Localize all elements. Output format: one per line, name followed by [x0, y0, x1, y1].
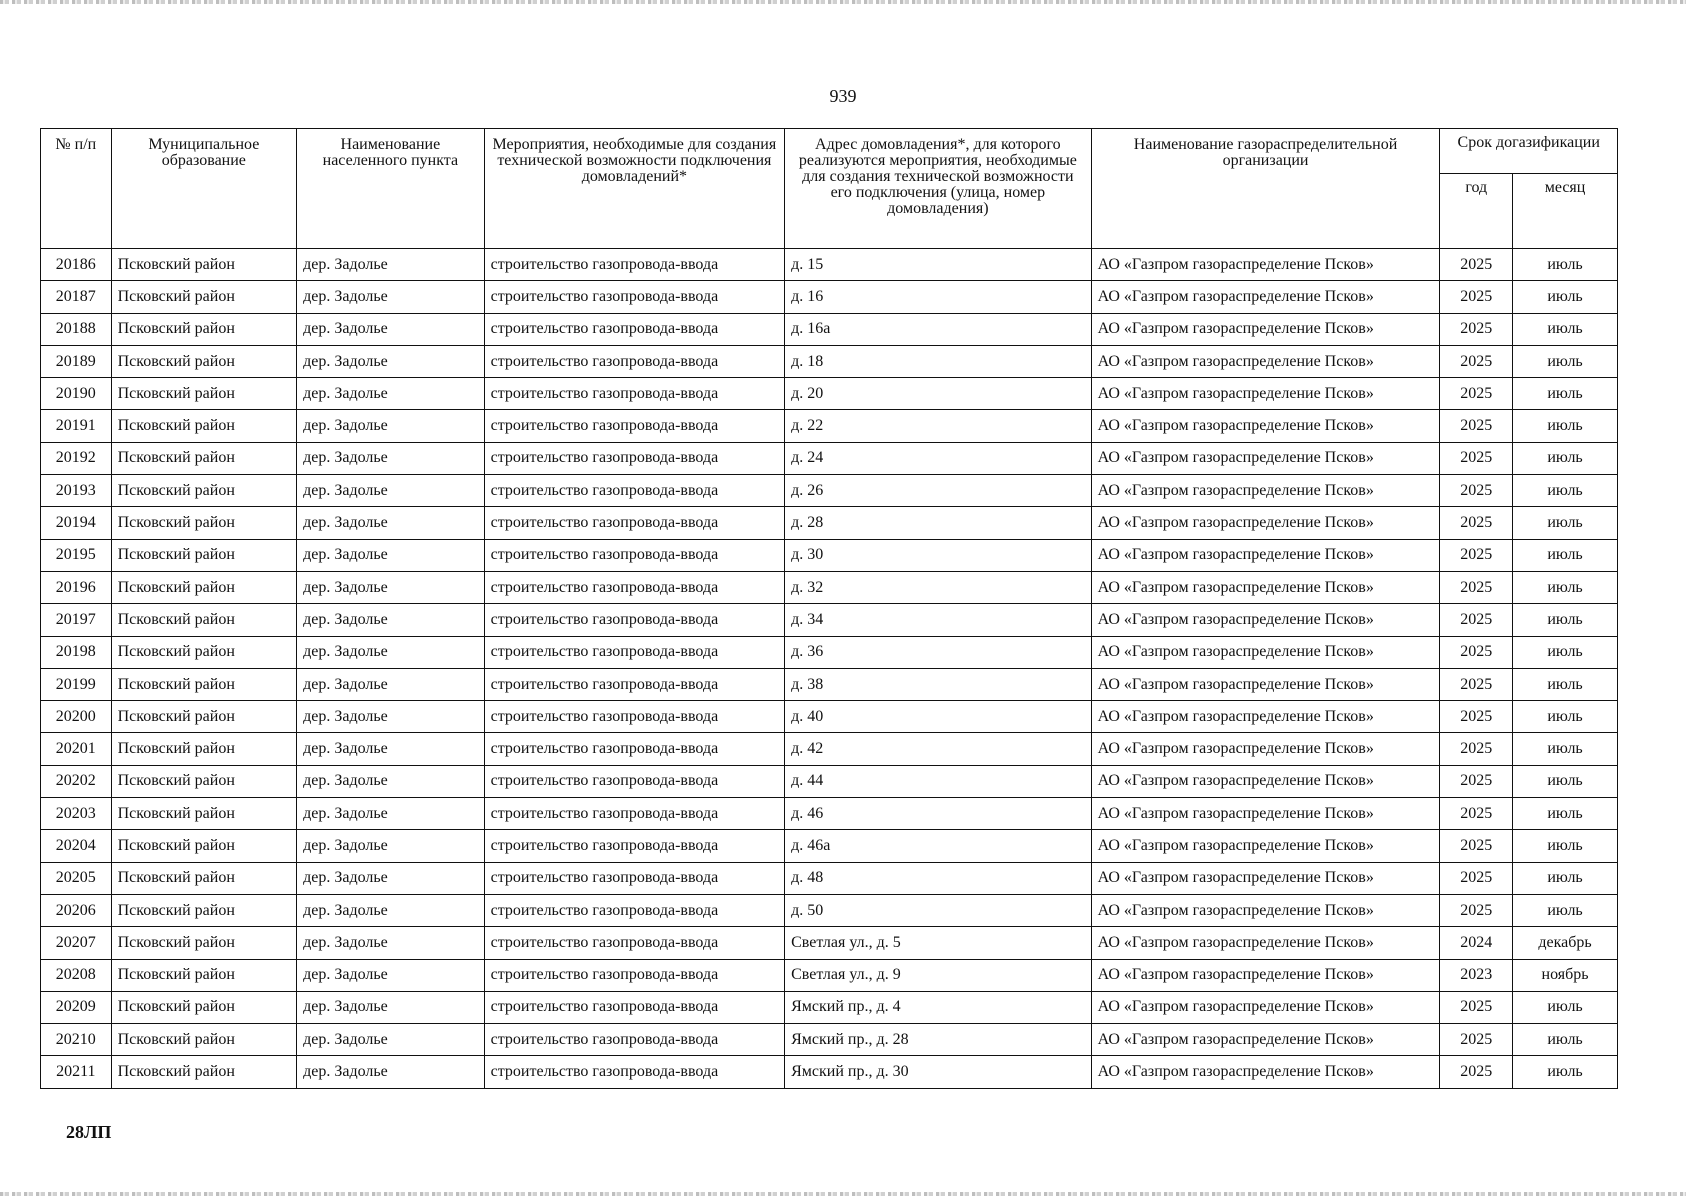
cell-number: 20193 [41, 475, 112, 507]
cell-locality: дер. Задолье [297, 733, 485, 765]
cell-locality: дер. Задолье [297, 442, 485, 474]
cell-month: июль [1513, 862, 1618, 894]
cell-year: 2025 [1440, 1056, 1513, 1088]
cell-locality: дер. Задолье [297, 410, 485, 442]
cell-locality: дер. Задолье [297, 894, 485, 926]
cell-locality: дер. Задолье [297, 830, 485, 862]
cell-activity: строительство газопровода-ввода [484, 1024, 784, 1056]
table-row [41, 733, 1618, 765]
cell-address: д. 30 [785, 539, 1092, 571]
cell-activity: строительство газопровода-ввода [484, 991, 784, 1023]
cell-address: д. 16 [785, 281, 1092, 313]
cell-year: 2024 [1440, 927, 1513, 959]
cell-number: 20188 [41, 313, 112, 345]
cell-year: 2025 [1440, 345, 1513, 377]
cell-locality: дер. Задолье [297, 636, 485, 668]
cell-organization: АО «Газпром газораспределение Псков» [1091, 733, 1440, 765]
cell-organization: АО «Газпром газораспределение Псков» [1091, 313, 1440, 345]
header-activities: Мероприятия, необходимые для создания технической возможности подключения домовладений* [484, 129, 784, 249]
cell-municipality: Псковский район [111, 830, 297, 862]
cell-organization: АО «Газпром газораспределение Псков» [1091, 830, 1440, 862]
cell-number: 20198 [41, 636, 112, 668]
cell-municipality: Псковский район [111, 991, 297, 1023]
table-header [41, 129, 1618, 249]
cell-organization: АО «Газпром газораспределение Псков» [1091, 991, 1440, 1023]
cell-number: 20202 [41, 765, 112, 797]
cell-year: 2025 [1440, 378, 1513, 410]
cell-municipality: Псковский район [111, 701, 297, 733]
cell-municipality: Псковский район [111, 668, 297, 700]
cell-locality: дер. Задолье [297, 862, 485, 894]
table-row [41, 410, 1618, 442]
table-row [41, 894, 1618, 926]
cell-number: 20194 [41, 507, 112, 539]
cell-month: июль [1513, 539, 1618, 571]
cell-municipality: Псковский район [111, 894, 297, 926]
cell-locality: дер. Задолье [297, 765, 485, 797]
cell-activity: строительство газопровода-ввода [484, 1056, 784, 1088]
table-row [41, 345, 1618, 377]
cell-number: 20195 [41, 539, 112, 571]
table-row [41, 765, 1618, 797]
cell-activity: строительство газопровода-ввода [484, 378, 784, 410]
cell-organization: АО «Газпром газораспределение Псков» [1091, 475, 1440, 507]
cell-organization: АО «Газпром газораспределение Псков» [1091, 959, 1440, 991]
cell-municipality: Псковский район [111, 539, 297, 571]
header-year: год [1440, 174, 1513, 249]
cell-year: 2025 [1440, 894, 1513, 926]
cell-municipality: Псковский район [111, 604, 297, 636]
cell-address: д. 40 [785, 701, 1092, 733]
cell-organization: АО «Газпром газораспределение Псков» [1091, 1056, 1440, 1088]
table-row [41, 281, 1618, 313]
cell-month: июль [1513, 1056, 1618, 1088]
cell-locality: дер. Задолье [297, 378, 485, 410]
cell-organization: АО «Газпром газораспределение Псков» [1091, 539, 1440, 571]
cell-activity: строительство газопровода-ввода [484, 345, 784, 377]
cell-address: д. 15 [785, 249, 1092, 281]
cell-locality: дер. Задолье [297, 604, 485, 636]
header-term: Срок догазификации [1440, 129, 1618, 174]
cell-month: июль [1513, 733, 1618, 765]
cell-number: 20189 [41, 345, 112, 377]
cell-municipality: Псковский район [111, 798, 297, 830]
cell-year: 2025 [1440, 991, 1513, 1023]
cell-number: 20200 [41, 701, 112, 733]
cell-number: 20210 [41, 1024, 112, 1056]
cell-month: июль [1513, 636, 1618, 668]
cell-year: 2025 [1440, 668, 1513, 700]
cell-municipality: Псковский район [111, 345, 297, 377]
cell-organization: АО «Газпром газораспределение Псков» [1091, 442, 1440, 474]
cell-activity: строительство газопровода-ввода [484, 636, 784, 668]
cell-address: д. 48 [785, 862, 1092, 894]
table-row [41, 604, 1618, 636]
cell-month: июль [1513, 410, 1618, 442]
cell-number: 20192 [41, 442, 112, 474]
cell-year: 2025 [1440, 798, 1513, 830]
cell-number: 20186 [41, 249, 112, 281]
page-number: 939 [829, 86, 857, 106]
table-row [41, 507, 1618, 539]
cell-year: 2025 [1440, 604, 1513, 636]
cell-locality: дер. Задолье [297, 1056, 485, 1088]
table-row [41, 249, 1618, 281]
cell-address: д. 50 [785, 894, 1092, 926]
cell-month: июль [1513, 991, 1618, 1023]
cell-municipality: Псковский район [111, 249, 297, 281]
table-row [41, 798, 1618, 830]
cell-month: июль [1513, 765, 1618, 797]
cell-number: 20205 [41, 862, 112, 894]
cell-organization: АО «Газпром газораспределение Псков» [1091, 571, 1440, 603]
table-row [41, 927, 1618, 959]
scan-edge-bottom [0, 1192, 1686, 1196]
cell-month: июль [1513, 313, 1618, 345]
cell-organization: АО «Газпром газораспределение Псков» [1091, 894, 1440, 926]
cell-number: 20190 [41, 378, 112, 410]
table-row [41, 539, 1618, 571]
cell-activity: строительство газопровода-ввода [484, 927, 784, 959]
cell-municipality: Псковский район [111, 1056, 297, 1088]
cell-address: д. 32 [785, 571, 1092, 603]
cell-organization: АО «Газпром газораспределение Псков» [1091, 701, 1440, 733]
table-row [41, 701, 1618, 733]
cell-locality: дер. Задолье [297, 668, 485, 700]
cell-organization: АО «Газпром газораспределение Псков» [1091, 378, 1440, 410]
table-row [41, 1056, 1618, 1088]
cell-municipality: Псковский район [111, 378, 297, 410]
cell-year: 2023 [1440, 959, 1513, 991]
cell-address: д. 38 [785, 668, 1092, 700]
table-row [41, 668, 1618, 700]
cell-activity: строительство газопровода-ввода [484, 539, 784, 571]
table-row [41, 378, 1618, 410]
cell-address: Ямский пр., д. 30 [785, 1056, 1092, 1088]
cell-number: 20208 [41, 959, 112, 991]
cell-month: ноябрь [1513, 959, 1618, 991]
cell-year: 2025 [1440, 830, 1513, 862]
cell-locality: дер. Задолье [297, 959, 485, 991]
cell-activity: строительство газопровода-ввода [484, 507, 784, 539]
cell-municipality: Псковский район [111, 862, 297, 894]
cell-number: 20207 [41, 927, 112, 959]
cell-year: 2025 [1440, 1024, 1513, 1056]
cell-organization: АО «Газпром газораспределение Псков» [1091, 507, 1440, 539]
table-row [41, 959, 1618, 991]
cell-locality: дер. Задолье [297, 345, 485, 377]
cell-activity: строительство газопровода-ввода [484, 571, 784, 603]
cell-number: 20201 [41, 733, 112, 765]
cell-address: д. 22 [785, 410, 1092, 442]
cell-month: июль [1513, 701, 1618, 733]
cell-municipality: Псковский район [111, 959, 297, 991]
cell-month: июль [1513, 345, 1618, 377]
cell-number: 20206 [41, 894, 112, 926]
cell-address: Ямский пр., д. 4 [785, 991, 1092, 1023]
cell-activity: строительство газопровода-ввода [484, 765, 784, 797]
cell-month: июль [1513, 249, 1618, 281]
cell-address: Светлая ул., д. 9 [785, 959, 1092, 991]
cell-number: 20199 [41, 668, 112, 700]
cell-year: 2025 [1440, 313, 1513, 345]
cell-activity: строительство газопровода-ввода [484, 733, 784, 765]
cell-month: июль [1513, 798, 1618, 830]
cell-organization: АО «Газпром газораспределение Псков» [1091, 604, 1440, 636]
cell-activity: строительство газопровода-ввода [484, 442, 784, 474]
cell-year: 2025 [1440, 862, 1513, 894]
cell-month: июль [1513, 281, 1618, 313]
cell-year: 2025 [1440, 442, 1513, 474]
cell-activity: строительство газопровода-ввода [484, 281, 784, 313]
header-address: Адрес домовладения*, для которого реализуются мероприятия, необходимые для создания технической возможности его подключения (улица, номер домовладения) [785, 129, 1092, 249]
cell-month: июль [1513, 604, 1618, 636]
cell-locality: дер. Задолье [297, 475, 485, 507]
cell-number: 20187 [41, 281, 112, 313]
cell-activity: строительство газопровода-ввода [484, 249, 784, 281]
cell-organization: АО «Газпром газораспределение Псков» [1091, 927, 1440, 959]
header-organization: Наименование газораспределительной организации [1091, 129, 1440, 249]
cell-year: 2025 [1440, 765, 1513, 797]
table-row [41, 991, 1618, 1023]
footer-code: 28ЛП [66, 1122, 112, 1142]
cell-municipality: Псковский район [111, 636, 297, 668]
cell-month: июль [1513, 571, 1618, 603]
table-row [41, 571, 1618, 603]
cell-activity: строительство газопровода-ввода [484, 798, 784, 830]
cell-number: 20203 [41, 798, 112, 830]
cell-municipality: Псковский район [111, 733, 297, 765]
gasification-table [40, 128, 1618, 1089]
cell-number: 20204 [41, 830, 112, 862]
cell-municipality: Псковский район [111, 475, 297, 507]
cell-locality: дер. Задолье [297, 249, 485, 281]
cell-address: д. 34 [785, 604, 1092, 636]
cell-activity: строительство газопровода-ввода [484, 701, 784, 733]
cell-locality: дер. Задолье [297, 927, 485, 959]
cell-address: д. 20 [785, 378, 1092, 410]
cell-month: июль [1513, 894, 1618, 926]
cell-organization: АО «Газпром газораспределение Псков» [1091, 249, 1440, 281]
table-row [41, 475, 1618, 507]
cell-address: д. 16а [785, 313, 1092, 345]
cell-year: 2025 [1440, 249, 1513, 281]
cell-municipality: Псковский район [111, 313, 297, 345]
cell-year: 2025 [1440, 571, 1513, 603]
cell-address: д. 44 [785, 765, 1092, 797]
table-row [41, 830, 1618, 862]
cell-locality: дер. Задолье [297, 539, 485, 571]
cell-activity: строительство газопровода-ввода [484, 894, 784, 926]
cell-address: д. 28 [785, 507, 1092, 539]
cell-month: декабрь [1513, 927, 1618, 959]
table-row [41, 442, 1618, 474]
cell-locality: дер. Задолье [297, 701, 485, 733]
cell-year: 2025 [1440, 281, 1513, 313]
cell-organization: АО «Газпром газораспределение Псков» [1091, 798, 1440, 830]
cell-organization: АО «Газпром газораспределение Псков» [1091, 281, 1440, 313]
cell-activity: строительство газопровода-ввода [484, 475, 784, 507]
cell-organization: АО «Газпром газораспределение Псков» [1091, 862, 1440, 894]
header-municipality: Муниципальное образование [111, 129, 297, 249]
cell-address: д. 36 [785, 636, 1092, 668]
cell-address: д. 46а [785, 830, 1092, 862]
cell-municipality: Псковский район [111, 442, 297, 474]
cell-month: июль [1513, 442, 1618, 474]
cell-month: июль [1513, 475, 1618, 507]
cell-municipality: Псковский район [111, 1024, 297, 1056]
cell-address: д. 24 [785, 442, 1092, 474]
cell-organization: АО «Газпром газораспределение Псков» [1091, 765, 1440, 797]
cell-year: 2025 [1440, 539, 1513, 571]
cell-locality: дер. Задолье [297, 798, 485, 830]
table-row [41, 1024, 1618, 1056]
cell-number: 20191 [41, 410, 112, 442]
cell-locality: дер. Задолье [297, 991, 485, 1023]
table-row [41, 313, 1618, 345]
cell-locality: дер. Задолье [297, 313, 485, 345]
cell-number: 20211 [41, 1056, 112, 1088]
cell-year: 2025 [1440, 410, 1513, 442]
cell-month: июль [1513, 1024, 1618, 1056]
cell-address: Светлая ул., д. 5 [785, 927, 1092, 959]
cell-month: июль [1513, 507, 1618, 539]
cell-municipality: Псковский район [111, 410, 297, 442]
cell-municipality: Псковский район [111, 927, 297, 959]
header-num: № п/п [41, 129, 112, 249]
cell-locality: дер. Задолье [297, 281, 485, 313]
cell-address: д. 46 [785, 798, 1092, 830]
cell-activity: строительство газопровода-ввода [484, 668, 784, 700]
cell-year: 2025 [1440, 475, 1513, 507]
cell-activity: строительство газопровода-ввода [484, 604, 784, 636]
cell-activity: строительство газопровода-ввода [484, 959, 784, 991]
cell-locality: дер. Задолье [297, 1024, 485, 1056]
cell-municipality: Псковский район [111, 507, 297, 539]
cell-number: 20209 [41, 991, 112, 1023]
table-row [41, 636, 1618, 668]
cell-year: 2025 [1440, 507, 1513, 539]
header-month: месяц [1513, 174, 1618, 249]
cell-locality: дер. Задолье [297, 571, 485, 603]
cell-organization: АО «Газпром газораспределение Псков» [1091, 636, 1440, 668]
cell-number: 20196 [41, 571, 112, 603]
cell-address: д. 42 [785, 733, 1092, 765]
cell-address: д. 26 [785, 475, 1092, 507]
cell-year: 2025 [1440, 701, 1513, 733]
cell-municipality: Псковский район [111, 571, 297, 603]
cell-activity: строительство газопровода-ввода [484, 410, 784, 442]
cell-activity: строительство газопровода-ввода [484, 862, 784, 894]
cell-organization: АО «Газпром газораспределение Псков» [1091, 345, 1440, 377]
cell-number: 20197 [41, 604, 112, 636]
cell-address: д. 18 [785, 345, 1092, 377]
cell-organization: АО «Газпром газораспределение Псков» [1091, 410, 1440, 442]
scan-edge-top [0, 0, 1686, 4]
table-row [41, 862, 1618, 894]
cell-year: 2025 [1440, 733, 1513, 765]
cell-month: июль [1513, 668, 1618, 700]
cell-organization: АО «Газпром газораспределение Псков» [1091, 668, 1440, 700]
cell-month: июль [1513, 378, 1618, 410]
cell-address: Ямский пр., д. 28 [785, 1024, 1092, 1056]
table-body [41, 249, 1618, 1089]
cell-municipality: Псковский район [111, 281, 297, 313]
cell-month: июль [1513, 830, 1618, 862]
header-locality: Наименование населенного пункта [297, 129, 485, 249]
cell-year: 2025 [1440, 636, 1513, 668]
cell-locality: дер. Задолье [297, 507, 485, 539]
cell-organization: АО «Газпром газораспределение Псков» [1091, 1024, 1440, 1056]
cell-municipality: Псковский район [111, 765, 297, 797]
cell-activity: строительство газопровода-ввода [484, 313, 784, 345]
cell-activity: строительство газопровода-ввода [484, 830, 784, 862]
